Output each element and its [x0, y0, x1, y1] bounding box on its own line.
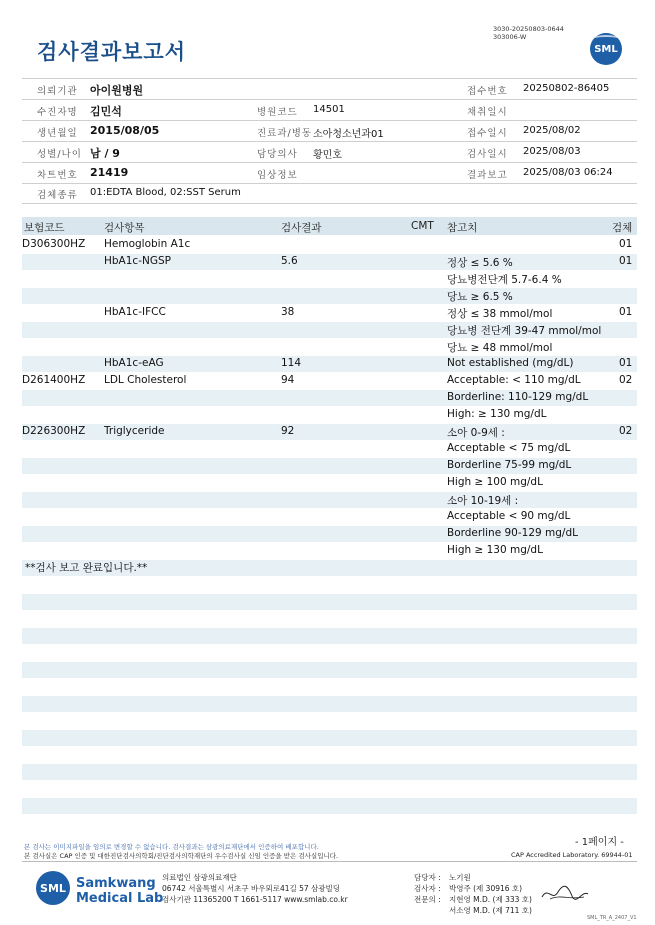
- report-title: 검사결과보고서: [37, 40, 187, 64]
- reference-range: 당뇨 ≥ 48 mmol/mol: [447, 342, 553, 354]
- staff-3: 지현영 M.D. (제 333 호): [449, 895, 532, 904]
- lab-name: [76, 876, 163, 906]
- reference-range: 소아 10-19세 :: [447, 495, 519, 507]
- divider: [22, 203, 637, 204]
- reference-range: Not established (mg/dL): [447, 357, 574, 369]
- reference-range: 정상 ≤ 38 mmol/mol: [447, 308, 553, 320]
- hospital-value: 아이원병원: [90, 84, 144, 97]
- col-code: 보험코드: [24, 222, 65, 234]
- col-cmt: CMT: [411, 220, 434, 232]
- reference-range: High ≥ 130 mg/dL: [447, 544, 543, 556]
- divider: [22, 162, 637, 163]
- reference-range: 정상 ≤ 5.6 %: [447, 257, 513, 269]
- reference-range: Borderline 75-99 mg/dL: [447, 459, 572, 471]
- reference-range: Acceptable < 90 mg/dL: [447, 510, 571, 522]
- table-stripe: [22, 288, 637, 304]
- lab-name-line-2: Medical Lab: [76, 891, 164, 906]
- test-date-value: 2025/08/03: [523, 146, 581, 157]
- staff-label-1: 담당자 :: [414, 873, 441, 882]
- cap-accreditation: CAP Accredited Laboratory. 69944-01: [511, 851, 633, 859]
- contact: 검사기관 11365200 T 1661-5117 www.smlab.co.kr: [162, 895, 348, 904]
- divider: [22, 78, 637, 79]
- divider: [22, 141, 637, 142]
- test-date-label: 검사일시: [467, 149, 508, 160]
- logo-text: SML: [594, 43, 618, 55]
- hospital-code-value: 14501: [313, 104, 345, 115]
- staff-label-2: 검사자 :: [414, 884, 441, 893]
- specimen-label: 검체종류: [37, 190, 78, 201]
- specimen-code: 01: [619, 357, 633, 369]
- staff-names: [449, 872, 532, 916]
- table-stripe: [22, 628, 637, 644]
- table-stripe: [22, 662, 637, 678]
- table-stripe: [22, 764, 637, 780]
- complete-note: **검사 보고 완료입니다.**: [25, 562, 148, 574]
- table-stripe: [22, 798, 637, 814]
- specimen-code: 01: [619, 238, 633, 250]
- table-stripe: [22, 730, 637, 746]
- table-stripe: [22, 594, 637, 610]
- hospital-code-label: 병원코드: [257, 107, 298, 118]
- insurance-code: D261400HZ: [22, 374, 86, 386]
- birth-value: 2015/08/05: [90, 124, 160, 137]
- chart-no-value: 21419: [90, 166, 129, 179]
- receipt-no-label: 접수번호: [467, 86, 508, 97]
- specimen-code: 02: [619, 425, 633, 437]
- test-item: HbA1c-IFCC: [104, 306, 166, 318]
- col-ref: 참고치: [447, 222, 478, 234]
- patient-label: 수진자명: [37, 107, 78, 118]
- test-result: 92: [281, 425, 295, 437]
- patient-value: 김민석: [90, 105, 122, 118]
- col-specimen: 검체: [612, 222, 633, 234]
- staff-1: 노기원: [449, 873, 471, 882]
- sex-age-value: 남 / 9: [90, 147, 120, 160]
- staff-labels: [414, 872, 441, 905]
- hospital-label: 의뢰기관: [37, 86, 78, 97]
- test-item: HbA1c-NGSP: [104, 255, 171, 267]
- test-result: 5.6: [281, 255, 298, 267]
- reference-range: 당뇨병 전단계 39-47 mmol/mol: [447, 325, 602, 337]
- table-stripe: [22, 492, 637, 508]
- page-number: - 1페이지 -: [575, 837, 624, 848]
- sml-footer-logo-icon: [36, 871, 70, 905]
- divider: [22, 99, 637, 100]
- reference-range: Borderline 90-129 mg/dL: [447, 527, 578, 539]
- doc-number-2: 303006-W: [493, 33, 527, 41]
- test-result: 38: [281, 306, 295, 318]
- reference-range: High ≥ 100 mg/dL: [447, 476, 543, 488]
- dept-value: 소아청소년과01: [313, 129, 384, 140]
- col-item: 검사항목: [104, 222, 145, 234]
- doctor-value: 황민호: [313, 150, 342, 161]
- receipt-no-value: 20250802-86405: [523, 83, 610, 94]
- reference-range: 당뇨병전단계 5.7-6.4 %: [447, 274, 562, 286]
- test-result: 114: [281, 357, 302, 369]
- logo-text: SML: [40, 881, 66, 895]
- footer-note-2: 본 검사실은 CAP 인증 및 대한진단검사의학회/진단검사의학재단의 우수검사실 신임 인증을 받은 검사실입니다.: [24, 852, 339, 860]
- footer-note-1: 본 검사는 이미지파일을 임의로 변경할 수 없습니다. 검사결과는 삼광의료재단에서 인증하여 배포합니다.: [24, 843, 319, 851]
- form-code: SML_TR_A_2407_V1: [587, 915, 637, 921]
- reference-range: Acceptable: < 110 mg/dL: [447, 374, 581, 386]
- sml-logo-icon: [590, 33, 622, 65]
- insurance-code: D226300HZ: [22, 425, 86, 437]
- collect-date-label: 채취일시: [467, 107, 508, 118]
- test-item: LDL Cholesterol: [104, 374, 187, 386]
- signature-icon: [540, 882, 590, 904]
- test-item: Hemoglobin A1c: [104, 238, 191, 250]
- chart-no-label: 차트번호: [37, 170, 78, 181]
- report-date-label: 결과보고: [467, 170, 508, 181]
- dept-label: 진료과/병동: [257, 128, 313, 139]
- org-name: 의료법인 삼광의료재단: [162, 873, 237, 882]
- staff-4: 서소영 M.D. (제 711 호): [449, 906, 532, 915]
- test-result: 94: [281, 374, 295, 386]
- clinical-label: 임상정보: [257, 170, 298, 181]
- doctor-label: 담당의사: [257, 149, 298, 160]
- divider: [22, 861, 637, 862]
- staff-2: 박영주 (제 30916 호): [449, 884, 523, 893]
- reference-range: Borderline: 110-129 mg/dL: [447, 391, 589, 403]
- specimen-code: 01: [619, 255, 633, 267]
- report-date-value: 2025/08/03 06:24: [523, 167, 613, 178]
- insurance-code: D306300HZ: [22, 238, 86, 250]
- test-item: Triglyceride: [104, 425, 165, 437]
- sex-age-label: 성별/나이: [37, 149, 82, 160]
- lab-name-line-1: Samkwang: [76, 876, 156, 891]
- reference-range: Acceptable < 75 mg/dL: [447, 442, 571, 454]
- lab-address: [162, 872, 348, 905]
- reference-range: 소아 0-9세 :: [447, 427, 505, 439]
- staff-label-3: 전문의 :: [414, 895, 441, 904]
- document-number: [493, 25, 564, 41]
- birth-label: 생년월일: [37, 128, 78, 139]
- receipt-date-label: 접수일시: [467, 128, 508, 139]
- reference-range: 당뇨 ≥ 6.5 %: [447, 291, 513, 303]
- table-stripe: [22, 696, 637, 712]
- divider: [22, 183, 637, 184]
- col-result: 검사결과: [281, 222, 322, 234]
- specimen-code: 02: [619, 374, 633, 386]
- receipt-date-value: 2025/08/02: [523, 125, 581, 136]
- test-item: HbA1c-eAG: [104, 357, 164, 369]
- specimen-value: 01:EDTA Blood, 02:SST Serum: [90, 187, 241, 198]
- specimen-code: 01: [619, 306, 633, 318]
- address: 06742 서울특별시 서초구 바우뫼로41길 57 삼광빌딩: [162, 884, 341, 893]
- doc-number-1: 3030-20250803-0644: [493, 25, 564, 33]
- reference-range: High: ≥ 130 mg/dL: [447, 408, 547, 420]
- divider: [22, 120, 637, 121]
